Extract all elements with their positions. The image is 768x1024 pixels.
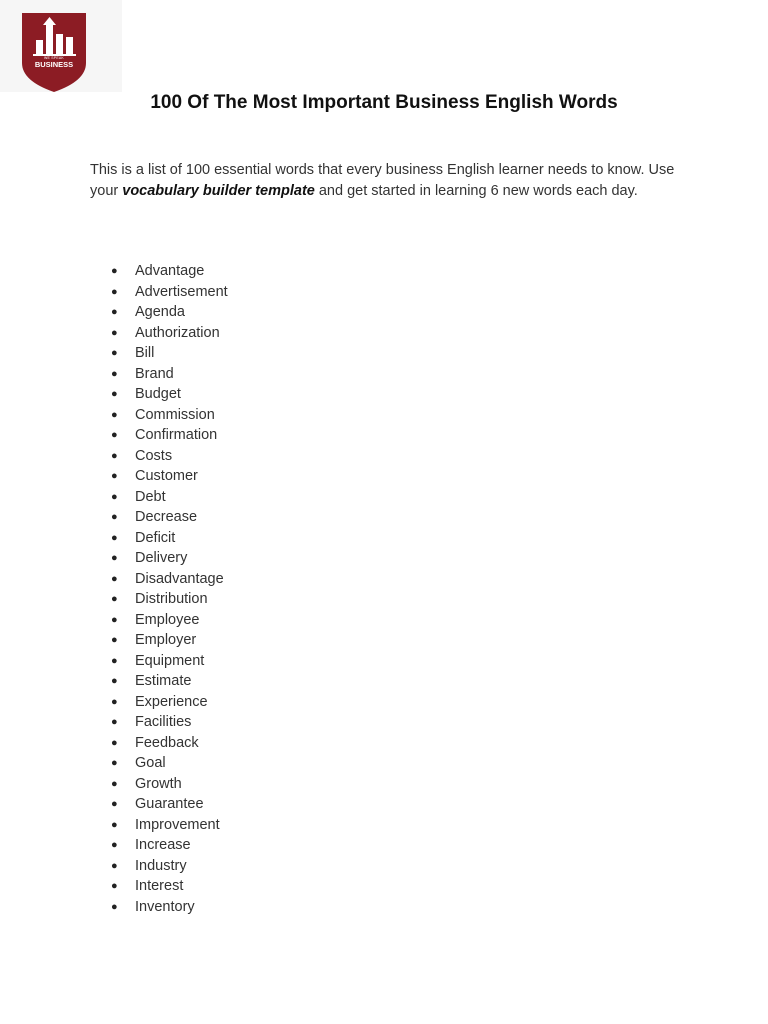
logo-big-text: BUSINESS [34,60,74,69]
list-item [111,548,228,569]
bullet-icon: ● [111,777,118,790]
list-item-text: Guarantee [135,796,204,812]
list-item-text: Employee [135,611,200,628]
shield-icon [22,13,86,92]
intro-text-part-2: and get started in learning 6 new words each day. [314,183,638,199]
bullet-icon: ● [111,408,118,421]
list-item-text: Commission [135,406,215,423]
list-item-text: Customer [135,468,198,484]
bullet-icon: ● [111,265,118,277]
list-item [111,323,228,344]
intro-text-part-1: This is a list of 100 essential words that every business English learner needs to know. Use your [90,162,675,199]
list-item-text: Debt [135,488,166,505]
list-item [111,302,228,323]
list-item-text: Brand [135,365,174,382]
bullet-icon: ● [111,880,118,892]
list-item-text: Advantage [135,263,205,279]
list-item [111,261,228,282]
list-item-text: Industry [135,857,187,874]
bullet-icon: ● [111,716,118,728]
list-item-text: Deficit [135,529,176,546]
list-item-text: Authorization [135,324,220,341]
list-item [111,384,228,405]
bullet-icon: ● [111,654,118,667]
list-item [111,876,228,897]
list-item-text: Inventory [135,898,195,915]
bullet-icon: ● [111,306,118,318]
bullet-icon: ● [111,572,118,585]
list-item-text: Goal [135,755,166,771]
list-item-text: Disadvantage [135,570,224,587]
list-item [111,630,228,651]
bullet-icon: ● [111,470,118,482]
list-item-text: Agenda [135,304,185,320]
list-item-text: Experience [135,693,208,710]
list-item-text: Feedback [135,734,199,751]
list-item [111,282,228,303]
intro-paragraph [90,160,680,202]
list-item [111,405,228,426]
list-item [111,692,228,713]
bullet-icon: ● [111,593,118,605]
list-item-text: Costs [135,447,173,464]
bullet-icon: ● [111,695,118,708]
list-item [111,753,228,774]
list-item [111,487,228,508]
list-item-text: Distribution [135,591,208,607]
bullet-icon: ● [111,900,118,913]
list-item [111,364,228,385]
list-item-text: Equipment [135,652,205,669]
list-item-text: Increase [135,837,191,853]
list-item [111,528,228,549]
bullet-icon: ● [111,347,118,359]
list-item-text: Estimate [135,673,192,689]
list-item [111,897,228,918]
list-item [111,856,228,877]
list-item [111,651,228,672]
bullet-icon: ● [111,818,118,831]
vocabulary-builder-template-text: vocabulary builder template [122,183,315,199]
list-item-text: Facilities [135,714,192,730]
list-item [111,466,228,487]
bullet-icon: ● [111,675,118,687]
list-item-text: Delivery [135,550,188,566]
logo-area [0,0,122,92]
list-item [111,610,228,631]
bullet-icon: ● [111,736,118,749]
list-item [111,733,228,754]
bullet-icon: ● [111,429,118,441]
list-item [111,712,228,733]
company-logo [22,13,86,92]
list-item-text: Employer [135,632,197,648]
bullet-icon: ● [111,531,118,544]
list-item-text: Advertisement [135,283,228,300]
list-item-text: Improvement [135,816,220,833]
bullet-icon: ● [111,613,118,626]
list-item [111,343,228,364]
list-item-text: Interest [135,878,184,894]
list-item [111,589,228,610]
list-item [111,425,228,446]
list-item [111,815,228,836]
list-item-text: Growth [135,775,182,792]
list-item [111,446,228,467]
list-item [111,794,228,815]
bullet-icon: ● [111,449,118,462]
list-item-text: Bill [135,345,155,361]
bullet-icon: ● [111,285,118,298]
list-item [111,569,228,590]
bullet-icon: ● [111,757,118,769]
word-list [111,261,228,917]
list-item-text: Confirmation [135,427,218,443]
bullet-icon: ● [111,839,118,851]
bullet-icon: ● [111,798,118,810]
list-item [111,507,228,528]
bullet-icon: ● [111,367,118,380]
bullet-icon: ● [111,552,118,564]
bullet-icon: ● [111,490,118,503]
list-item [111,835,228,856]
bullet-icon: ● [111,634,118,646]
list-item [111,671,228,692]
list-item-text: Decrease [135,509,198,525]
bullet-icon: ● [111,388,118,400]
logo-small-text: WE SPEAK [44,56,64,60]
page-title: 100 Of The Most Important Business English Words [150,92,618,113]
bullet-icon: ● [111,326,118,339]
bullet-icon: ● [111,859,118,872]
list-item-text: Budget [135,386,181,402]
list-item [111,774,228,795]
bullet-icon: ● [111,511,118,523]
